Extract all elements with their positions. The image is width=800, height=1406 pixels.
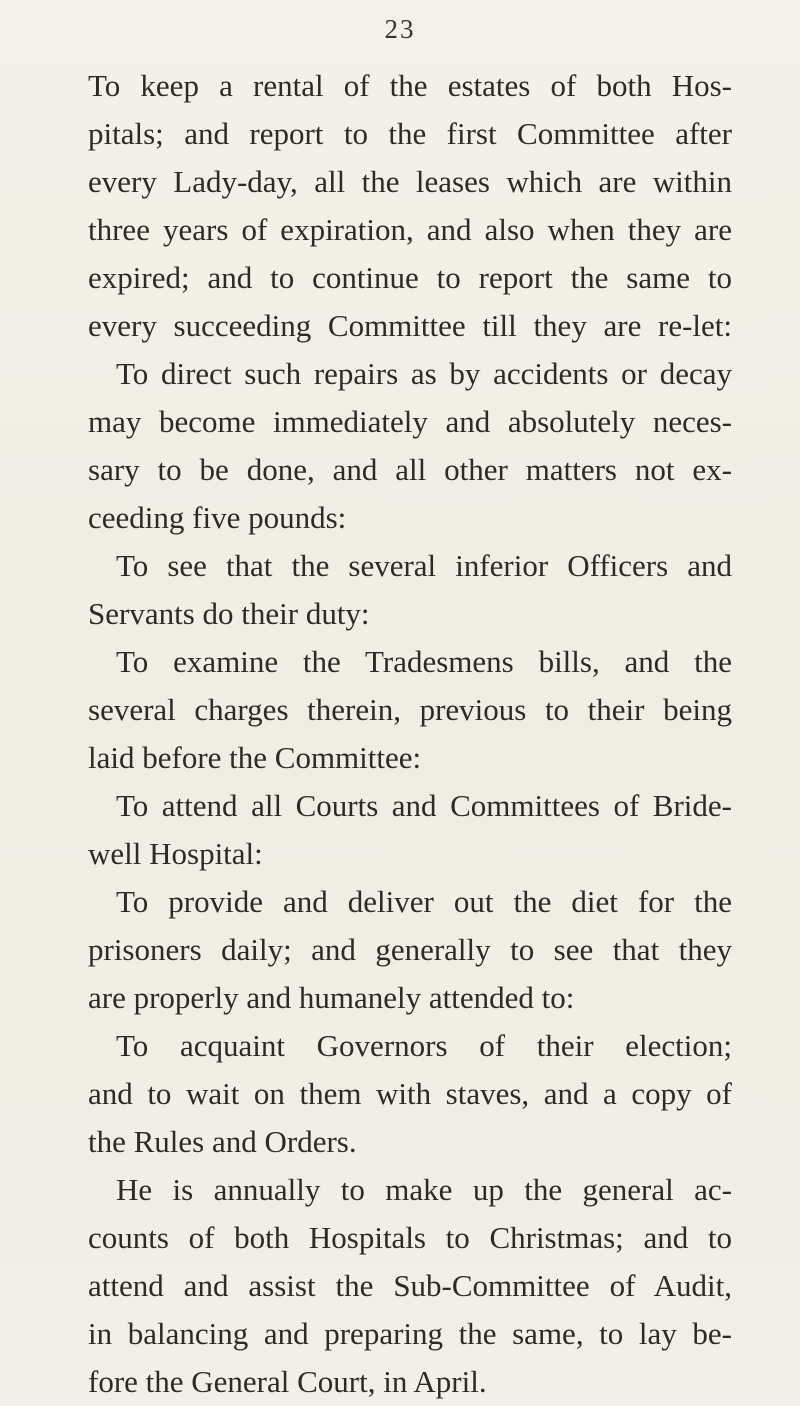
text-line: To provide and deliver out the diet for the [116, 884, 732, 919]
text-line: well Hospital: [88, 836, 263, 871]
text-line: laid before the Committee: [88, 740, 422, 775]
text-line: the Rules and Orders. [88, 1124, 357, 1159]
text-line: To keep a rental of the estates of both Hos- [88, 68, 732, 103]
text-line: Servants do their duty: [88, 596, 370, 631]
text-line: every Lady-day, all the leases which are within [88, 164, 732, 199]
text-line: fore the General Court, in April. [88, 1364, 487, 1399]
text-line: pitals; and report to the first Committee after [88, 116, 732, 151]
text-line: in balancing and preparing the same, to lay be- [88, 1316, 732, 1351]
text-line: and to wait on them with staves, and a copy of [88, 1076, 732, 1111]
text-line: To attend all Courts and Committees of Bride- [116, 788, 732, 823]
text-line: may become immediately and absolutely neces- [88, 404, 732, 439]
text-line: ceeding five pounds: [88, 500, 347, 535]
page-number: 23 [384, 14, 416, 44]
text-line: He is annually to make up the general ac- [116, 1172, 732, 1207]
text-line: sary to be done, and all other matters not ex- [88, 452, 732, 487]
text-line: every succeeding Committee till they are re-let: [88, 308, 732, 343]
text-line: three years of expiration, and also when they are [88, 212, 732, 247]
text-line: several charges therein, previous to their being [88, 692, 732, 727]
text-line: are properly and humanely attended to: [88, 980, 575, 1015]
text-line: To examine the Tradesmens bills, and the [116, 644, 732, 679]
body-text [88, 62, 732, 1406]
text-line: To acquaint Governors of their election; [116, 1028, 732, 1063]
text-line: expired; and to continue to report the same to [88, 260, 732, 295]
text-line: To direct such repairs as by accidents or decay [116, 356, 732, 391]
text-line: attend and assist the Sub-Committee of Audit, [88, 1268, 732, 1303]
text-line: prisoners daily; and generally to see that they [88, 932, 732, 967]
text-line: counts of both Hospitals to Christmas; and to [88, 1220, 732, 1255]
text-line: To see that the several inferior Officers and [116, 548, 732, 583]
